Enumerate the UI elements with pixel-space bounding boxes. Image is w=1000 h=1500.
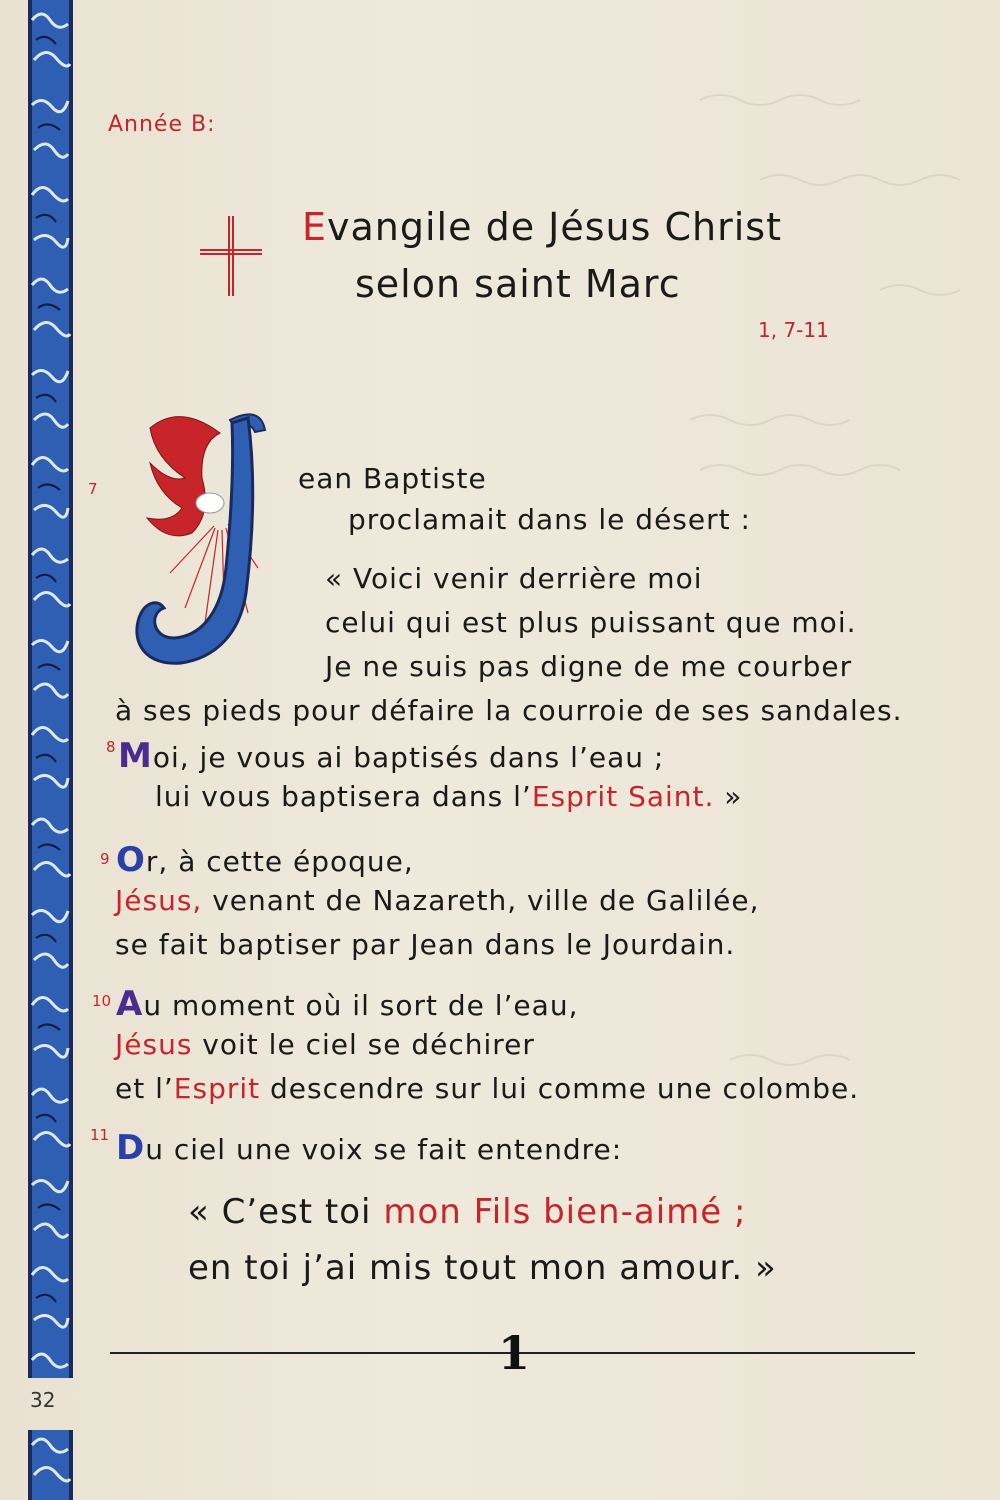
- verse-7-line-3: « Voici venir derrière moi: [325, 562, 703, 595]
- verse-9-initial: O: [116, 840, 146, 880]
- verse-number-11: 11: [90, 1126, 110, 1144]
- verse-10-line-3: [115, 1072, 859, 1105]
- divine-voice-line-2: en toi j’ai mis tout mon amour. »: [188, 1248, 777, 1288]
- verse-11-initial: D: [116, 1128, 146, 1168]
- verse-11-line-1: [116, 1128, 622, 1168]
- verse-number-10: 10: [92, 992, 112, 1010]
- illuminated-initial-j-dove-icon: [130, 408, 270, 673]
- verse-number-9: 9: [100, 850, 110, 868]
- title-line-1: [302, 205, 782, 249]
- verse-10-line-3-end: descendre sur lui comme une colombe.: [260, 1072, 860, 1105]
- verse-9-line-1-text: r, à cette époque,: [145, 845, 414, 878]
- verse-9-line-1: [116, 840, 414, 880]
- verse-number-7: 7: [88, 480, 98, 498]
- esprit-saint-text: Esprit Saint.: [531, 780, 715, 813]
- verse-9-line-3: se fait baptiser par Jean dans le Jourdain.: [115, 928, 736, 961]
- verse-7-line-5: Je ne suis pas digne de me courber: [325, 650, 853, 683]
- verse-number-8: 8: [106, 738, 116, 756]
- verse-10-line-2-text: voit le ciel se déchirer: [192, 1028, 535, 1061]
- verse-11-line-1-text: u ciel une voix se fait entendre:: [145, 1133, 623, 1166]
- decorative-wave-border-lower: [28, 1430, 73, 1500]
- verse-8-line-2-end: »: [714, 780, 743, 813]
- verse-10-line-1-text: u moment où il sort de l’eau,: [143, 989, 579, 1022]
- jesus-text-2: Jésus: [115, 1028, 193, 1061]
- verse-8-line-1-text: oi, je vous ai baptisés dans l’eau ;: [152, 741, 665, 774]
- jesus-text: Jésus,: [115, 884, 203, 917]
- verse-8-line-2: [155, 780, 742, 813]
- verse-8-initial: M: [118, 736, 153, 776]
- esprit-text: Esprit: [173, 1072, 261, 1105]
- title-initial: E: [302, 205, 328, 249]
- decorative-wave-border: [28, 0, 73, 1378]
- title-line-2: selon saint Marc: [355, 262, 681, 306]
- verse-10-line-3-start: et l’: [115, 1072, 174, 1105]
- verse-10-line-1: [116, 984, 578, 1024]
- verse-7-line-1: ean Baptiste: [298, 462, 487, 495]
- verse-10-initial: A: [116, 984, 144, 1024]
- mon-fils-text: mon Fils bien-aimé ;: [383, 1192, 747, 1232]
- footer-mark: 1: [498, 1326, 531, 1380]
- verse-8-line-2-text: lui vous baptisera dans l’: [155, 780, 532, 813]
- verse-7-line-4: celui qui est plus puissant que moi.: [325, 606, 857, 639]
- divine-voice-line-1-start: « C’est toi: [188, 1192, 384, 1232]
- divine-voice-line-1: [188, 1192, 746, 1232]
- verse-7-line-6: à ses pieds pour défaire la courroie de ses sandales.: [115, 694, 903, 727]
- verse-8-line-1: [118, 736, 664, 776]
- page-number: 32: [30, 1388, 56, 1412]
- verse-9-line-2-text: venant de Nazareth, ville de Galilée,: [202, 884, 760, 917]
- verse-10-line-2: [115, 1028, 535, 1061]
- verse-7-line-2: proclamait dans le désert :: [348, 503, 751, 536]
- verse-9-line-2: [115, 884, 760, 917]
- year-label: Année B:: [108, 112, 216, 137]
- red-cross-icon: [196, 212, 266, 300]
- scripture-reference: 1, 7-11: [758, 318, 829, 342]
- title-line-1-text: vangile de Jésus Christ: [327, 205, 782, 249]
